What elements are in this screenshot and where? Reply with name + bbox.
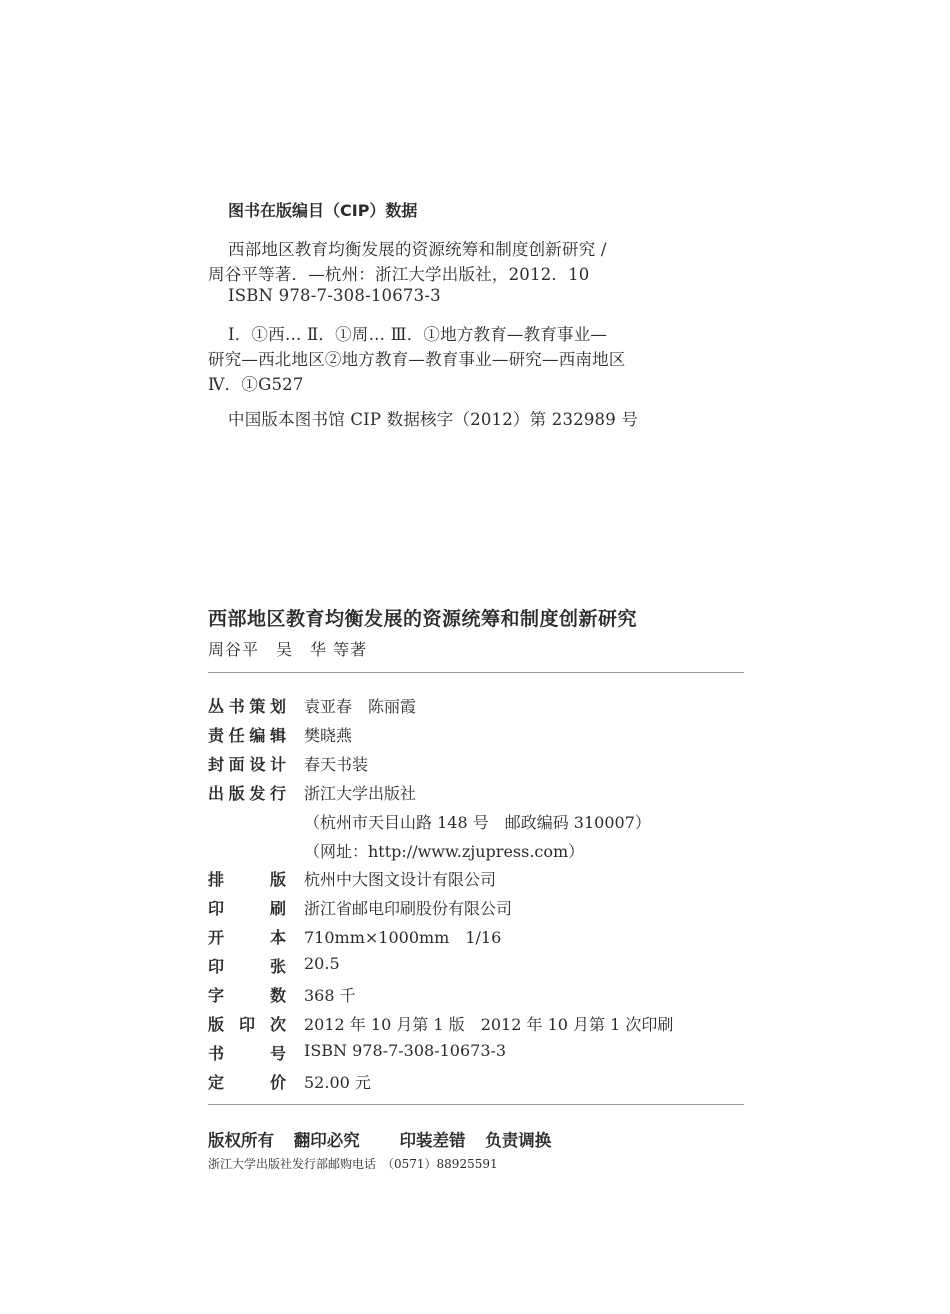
book-authors: 周谷平 吴 华 等著 [208,640,368,659]
info-label-char: 数 [269,986,286,1005]
cip-line-record-number: 中国版本图书馆 CIP 数据核字（2012）第 232989 号 [228,410,639,429]
info-label-char: 印 [208,957,225,977]
info-label-char: 版 [269,870,286,890]
divider-bottom [208,1104,744,1105]
info-value: （网址：http://www.zjupress.com） [304,841,585,861]
info-value: 52.00 元 [304,1072,371,1092]
info-label [208,723,286,746]
mail-order-phone: 浙江大学出版社发行部邮购电话 （0571）88925591 [208,1157,498,1171]
rights-item: 翻印必究 [293,1131,360,1150]
info-label-char: 设 [249,754,266,774]
info-label-char: 价 [269,1072,286,1092]
info-label-char: 印 [208,899,225,919]
divider-top [208,672,744,673]
info-value: 樊晓燕 [304,725,353,745]
rights-statement [208,1127,565,1151]
info-label-char: 封 [208,754,225,774]
info-label [208,752,286,775]
cip-line-classification: Ⅳ．①G527 [208,375,304,394]
info-value: 春天书装 [304,754,369,774]
info-label [208,781,286,804]
info-value: 368 千 [304,986,356,1005]
info-label-char: 责 [208,725,225,745]
info-label-char: 排 [208,870,225,890]
info-label-char: 书 [208,1043,225,1063]
info-value: 浙江省邮电印刷股份有限公司 [304,899,513,919]
info-label-char: 划 [269,697,286,716]
cip-line-subjects-1: Ⅰ．①西… Ⅱ．①周… Ⅲ．①地方教育—教育事业— [228,325,608,344]
info-value: 杭州中大图文设计有限公司 [304,870,497,890]
info-label-char: 版 [208,1014,225,1034]
cip-line-publisher: 周谷平等著．—杭州：浙江大学出版社，2012．10 [208,265,590,284]
info-label [208,867,286,890]
info-label [208,983,286,1006]
info-label-char: 任 [228,725,245,745]
info-value: ISBN 978-7-308-10673-3 [304,1040,507,1060]
cip-line-title: 西部地区教育均衡发展的资源统筹和制度创新研究 / [228,240,607,259]
info-label [208,1012,286,1035]
info-label-char: 字 [208,986,225,1005]
info-label-char: 策 [249,697,266,716]
info-label-char: 行 [269,783,286,803]
info-value: 浙江大学出版社 [304,783,417,803]
info-value: 20.5 [304,954,340,974]
info-label-char: 面 [228,754,245,774]
info-label [208,1070,286,1093]
rights-item: 印装差错 [399,1131,466,1150]
info-label-char: 印 [238,1014,255,1034]
info-label-char: 出 [208,783,225,803]
cip-heading: 图书在版编目（CIP）数据 [228,201,418,220]
cip-line-subjects-2: 研究—西北地区②地方教育—教育事业—研究—西南地区 [208,350,626,369]
book-title: 西部地区教育均衡发展的资源统筹和制度创新研究 [208,608,638,630]
info-label-char: 书 [228,697,245,716]
info-label-char: 号 [269,1043,286,1063]
info-value: （杭州市天目山路 148 号 邮政编码 310007） [304,812,651,832]
info-label-char: 计 [269,754,286,774]
cip-line-isbn: ISBN 978-7-308-10673-3 [228,286,441,305]
info-value: 袁亚春 陈丽霞 [304,697,417,716]
info-label-char: 本 [269,928,286,948]
info-label-char: 辑 [269,725,286,745]
info-label-char: 次 [269,1014,286,1034]
info-value: 710mm×1000mm 1/16 [304,928,502,948]
info-label-char: 编 [249,725,266,745]
info-label [208,694,286,717]
info-label-char: 丛 [208,697,225,716]
info-label [208,1041,286,1064]
info-value: 2012 年 10 月第 1 版 2012 年 10 月第 1 次印刷 [304,1014,674,1034]
rights-item: 负责调换 [485,1131,552,1150]
info-label [208,896,286,919]
info-label-char: 开 [208,928,225,948]
info-label-char: 发 [249,783,266,803]
info-label-char: 定 [208,1072,225,1092]
info-label-char: 版 [228,783,245,803]
rights-item: 版权所有 [208,1131,274,1150]
info-label [208,925,286,948]
info-label [208,954,286,977]
info-label-char: 刷 [269,899,286,919]
info-label-char: 张 [269,957,286,977]
